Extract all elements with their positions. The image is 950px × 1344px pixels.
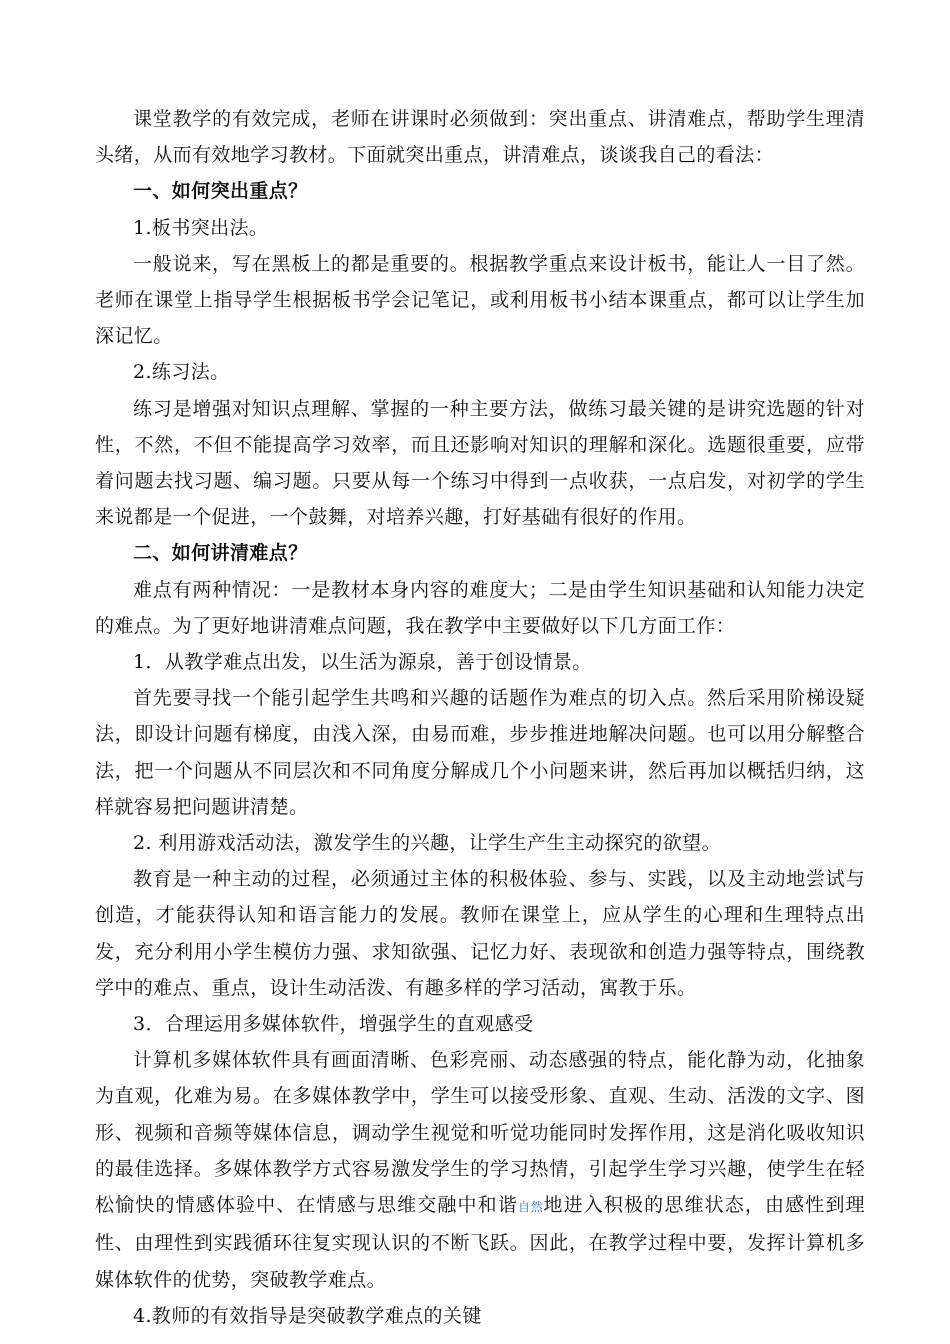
method-title-practice: 2.练习法。 [133,361,230,384]
intro-paragraph: 课堂教学的有效完成，老师在讲课时必须做到：突出重点、讲清难点，帮助学生理清头绪，从而有效地学习教材。下面就突出重点，讲清难点，谈谈我自己的看法： [95,108,865,167]
method-title-games: 2. 利用游戏活动法，激发学生的兴趣，让学生产生主动探究的欲望。 [133,832,721,855]
paragraph-difficulty-types: 难点有两种情况：一是教材本身内容的难度大；二是由学生知识基础和认知能力决定的难点。为了更好地讲清难点问题，我在教学中主要做好以下几方面工作： [95,578,865,637]
section-heading-difficulties: 二、如何讲清难点？ [133,542,308,565]
inline-link-natural[interactable]: 自然 [517,1200,544,1215]
method-title-life-scenes: 1．从教学难点出发，以生活为源泉，善于创设情景。 [133,651,592,674]
paragraph-multimedia [95,1042,865,1297]
section-heading-key-points: 一、如何突出重点？ [133,180,308,203]
method-title-teacher-guidance: 4.教师的有效指导是突破教学难点的关键 [133,1304,482,1327]
paragraph-life-scenes: 首先要寻找一个能引起学生共鸣和兴趣的话题作为难点的切入点。然后采用阶梯设疑法，即设计问题有梯度，由浅入深，由易而难，步步推进地解决问题。也可以用分解整合法，把一个问题从不同层次和不同角度分解成几个小问题来讲，然后再加以概括归纳，这样就容易把问题讲清楚。 [95,687,865,818]
paragraph-blackboard: 一般说来，写在黑板上的都是重要的。根据教学重点来设计板书，能让人一目了然。老师在课堂上指导学生根据板书学会记笔记，或利用板书小结本课重点，都可以让学生加深记忆。 [95,252,865,348]
paragraph-games: 教育是一种主动的过程，必须通过主体的积极体验、参与、实践，以及主动地尝试与创造，才能获得认知和语言能力的发展。教师在课堂上，应从学生的心理和生理特点出发，充分利用小学生模仿力强、求知欲强、记忆力好、表现欲和创造力强等特点，围绕教学中的难点、重点，设计生动活泼、有趣多样的学习活动，寓教于乐。 [95,868,865,999]
paragraph-multimedia-text-after: 地进入积极的思维状态，由感性到理性、由理性到实践循环往复实现认识的不断飞跃。因此，在教学过程中要，发挥计算机多媒体软件的优势，突破教学难点。 [95,1194,865,1291]
method-title-blackboard: 1.板书突出法。 [133,216,269,239]
paragraph-multimedia-text-before: 计算机多媒体软件具有画面清晰、色彩亮丽、动态感强的特点，能化静为动，化抽象为直观，化难为易。在多媒体教学中，学生可以接受形象、直观、生动、活泼的文字、图形、视频和音频等媒体信息，调动学生视觉和听觉功能同时发挥作用，这是消化吸收知识的最佳选择。多媒体教学方式容易激发学生的学习热情，引起学生学习兴趣，使学生在轻松愉快的情感体验中、在情感与思维交融中和谐 [95,1049,865,1217]
document-body [95,101,865,1334]
paragraph-practice: 练习是增强对知识点理解、掌握的一种主要方法，做练习最关键的是讲究选题的针对性，不然，不但不能提高学习效率，而且还影响对知识的理解和深化。选题很重要，应带着问题去找习题、编习题。只要从每一个练习中得到一点收获，一点启发，对初学的学生来说都是一个促进，一个鼓舞，对培养兴趣，打好基础有很好的作用。 [95,397,865,529]
method-title-multimedia: 3．合理运用多媒体软件，增强学生的直观感受 [133,1013,534,1036]
